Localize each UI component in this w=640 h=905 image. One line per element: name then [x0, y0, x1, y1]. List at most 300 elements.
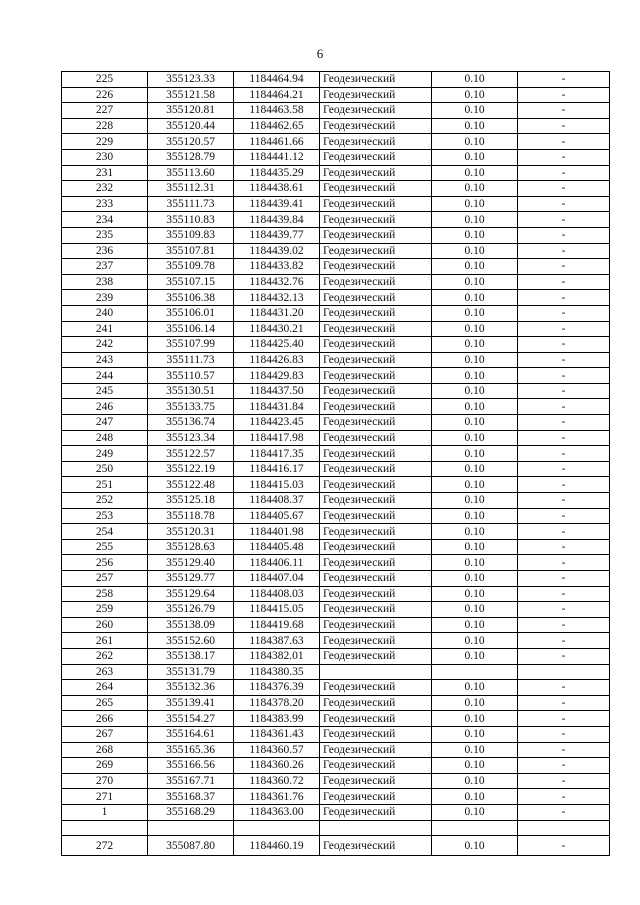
y-coordinate-cell: 1184361.43	[234, 726, 320, 742]
note-cell: -	[518, 680, 610, 696]
y-coordinate-cell: 1184462.65	[234, 118, 320, 134]
point-number-cell: 268	[62, 742, 148, 758]
point-number-cell: 236	[62, 243, 148, 259]
x-coordinate-cell: 355106.01	[148, 305, 234, 321]
point-number-cell: 242	[62, 337, 148, 353]
x-coordinate-cell: 355120.57	[148, 134, 234, 150]
point-number-cell: 256	[62, 555, 148, 571]
point-number-cell: 261	[62, 633, 148, 649]
y-coordinate-cell: 1184405.67	[234, 508, 320, 524]
table-row	[62, 789, 610, 805]
method-cell: Геодезический	[320, 368, 432, 384]
method-cell: Геодезический	[320, 87, 432, 103]
note-cell: -	[518, 446, 610, 462]
note-cell: -	[518, 804, 610, 820]
method-cell: Геодезический	[320, 711, 432, 727]
note-cell: -	[518, 555, 610, 571]
point-number-cell: 267	[62, 726, 148, 742]
accuracy-cell: 0.10	[432, 321, 518, 337]
note-cell: -	[518, 493, 610, 509]
y-coordinate-cell: 1184360.26	[234, 758, 320, 774]
note-cell: -	[518, 227, 610, 243]
note-cell: -	[518, 196, 610, 212]
method-cell: Геодезический	[320, 836, 432, 856]
point-number-cell: 241	[62, 321, 148, 337]
table-row	[62, 134, 610, 150]
method-cell: Геодезический	[320, 352, 432, 368]
accuracy-cell: 0.10	[432, 602, 518, 618]
note-cell: -	[518, 477, 610, 493]
method-cell: Геодезический	[320, 430, 432, 446]
table-row	[62, 726, 610, 742]
note-cell: -	[518, 212, 610, 228]
accuracy-cell: 0.10	[432, 368, 518, 384]
x-coordinate-cell: 355122.48	[148, 477, 234, 493]
table-row	[62, 461, 610, 477]
point-number-cell: 227	[62, 103, 148, 119]
accuracy-cell: 0.10	[432, 446, 518, 462]
x-coordinate-cell: 355120.31	[148, 524, 234, 540]
page-number: 6	[316, 46, 324, 61]
method-cell: Геодезический	[320, 758, 432, 774]
x-coordinate-cell: 355138.17	[148, 648, 234, 664]
accuracy-cell: 0.10	[432, 430, 518, 446]
note-cell: -	[518, 695, 610, 711]
note-cell	[518, 664, 610, 680]
method-cell: Геодезический	[320, 602, 432, 618]
x-coordinate-cell: 355131.79	[148, 664, 234, 680]
table-row	[62, 259, 610, 275]
point-number-cell: 234	[62, 212, 148, 228]
table-row	[62, 773, 610, 789]
accuracy-cell: 0.10	[432, 539, 518, 555]
table-row	[62, 337, 610, 353]
note-cell: -	[518, 337, 610, 353]
method-cell: Геодезический	[320, 633, 432, 649]
accuracy-cell: 0.10	[432, 149, 518, 165]
accuracy-cell: 0.10	[432, 352, 518, 368]
y-coordinate-cell: 1184419.68	[234, 617, 320, 633]
x-coordinate-cell: 355136.74	[148, 415, 234, 431]
method-cell: Геодезический	[320, 773, 432, 789]
method-cell: Геодезический	[320, 726, 432, 742]
table-row	[62, 274, 610, 290]
table-row	[62, 72, 610, 88]
accuracy-cell: 0.10	[432, 477, 518, 493]
point-number-cell: 245	[62, 383, 148, 399]
x-coordinate-cell: 355129.40	[148, 555, 234, 571]
method-cell: Геодезический	[320, 477, 432, 493]
note-cell: -	[518, 305, 610, 321]
point-number-cell: 263	[62, 664, 148, 680]
point-number-cell: 246	[62, 399, 148, 415]
y-coordinate-cell: 1184439.41	[234, 196, 320, 212]
method-cell: Геодезический	[320, 321, 432, 337]
accuracy-cell	[432, 820, 518, 836]
note-cell: -	[518, 118, 610, 134]
method-cell: Геодезический	[320, 571, 432, 587]
table-row	[62, 165, 610, 181]
y-coordinate-cell: 1184437.50	[234, 383, 320, 399]
point-number-cell: 257	[62, 571, 148, 587]
x-coordinate-cell: 355106.38	[148, 290, 234, 306]
method-cell: Геодезический	[320, 103, 432, 119]
table-row	[62, 399, 610, 415]
y-coordinate-cell: 1184405.48	[234, 539, 320, 555]
point-number-cell: 243	[62, 352, 148, 368]
table-row	[62, 243, 610, 259]
note-cell: -	[518, 134, 610, 150]
x-coordinate-cell	[148, 820, 234, 836]
accuracy-cell: 0.10	[432, 290, 518, 306]
y-coordinate-cell: 1184438.61	[234, 181, 320, 197]
x-coordinate-cell: 355111.73	[148, 352, 234, 368]
y-coordinate-cell: 1184430.21	[234, 321, 320, 337]
table-row	[62, 149, 610, 165]
accuracy-cell: 0.10	[432, 773, 518, 789]
method-cell: Геодезический	[320, 461, 432, 477]
point-number-cell: 252	[62, 493, 148, 509]
note-cell: -	[518, 399, 610, 415]
method-cell: Геодезический	[320, 134, 432, 150]
table-row	[62, 648, 610, 664]
method-cell: Геодезический	[320, 508, 432, 524]
method-cell: Геодезический	[320, 305, 432, 321]
x-coordinate-cell: 355167.71	[148, 773, 234, 789]
x-coordinate-cell: 355122.19	[148, 461, 234, 477]
table-row	[62, 586, 610, 602]
method-cell: Геодезический	[320, 383, 432, 399]
point-number-cell: 248	[62, 430, 148, 446]
x-coordinate-cell: 355154.27	[148, 711, 234, 727]
note-cell: -	[518, 508, 610, 524]
method-cell: Геодезический	[320, 274, 432, 290]
y-coordinate-cell: 1184431.84	[234, 399, 320, 415]
accuracy-cell: 0.10	[432, 633, 518, 649]
table-row	[62, 415, 610, 431]
y-coordinate-cell: 1184429.83	[234, 368, 320, 384]
y-coordinate-cell	[234, 820, 320, 836]
table-row	[62, 196, 610, 212]
accuracy-cell: 0.10	[432, 508, 518, 524]
x-coordinate-cell: 355107.99	[148, 337, 234, 353]
method-cell: Геодезический	[320, 617, 432, 633]
note-cell: -	[518, 72, 610, 88]
table-row	[62, 103, 610, 119]
point-number-cell: 269	[62, 758, 148, 774]
y-coordinate-cell: 1184383.99	[234, 711, 320, 727]
method-cell: Геодезический	[320, 290, 432, 306]
accuracy-cell: 0.10	[432, 259, 518, 275]
method-cell: Геодезический	[320, 524, 432, 540]
note-cell	[518, 820, 610, 836]
x-coordinate-cell: 355109.83	[148, 227, 234, 243]
method-cell: Геодезический	[320, 243, 432, 259]
accuracy-cell: 0.10	[432, 134, 518, 150]
x-coordinate-cell: 355139.41	[148, 695, 234, 711]
y-coordinate-cell: 1184416.17	[234, 461, 320, 477]
coordinates-table-body	[62, 72, 610, 856]
point-number-cell: 225	[62, 72, 148, 88]
point-number-cell: 228	[62, 118, 148, 134]
accuracy-cell: 0.10	[432, 399, 518, 415]
x-coordinate-cell: 355128.79	[148, 149, 234, 165]
y-coordinate-cell: 1184435.29	[234, 165, 320, 181]
x-coordinate-cell: 355138.09	[148, 617, 234, 633]
method-cell: Геодезический	[320, 165, 432, 181]
point-number-cell: 251	[62, 477, 148, 493]
method-cell: Геодезический	[320, 72, 432, 88]
table-row	[62, 181, 610, 197]
accuracy-cell: 0.10	[432, 461, 518, 477]
accuracy-cell: 0.10	[432, 274, 518, 290]
accuracy-cell	[432, 664, 518, 680]
y-coordinate-cell: 1184432.76	[234, 274, 320, 290]
table-row	[62, 352, 610, 368]
method-cell: Геодезический	[320, 399, 432, 415]
y-coordinate-cell: 1184460.19	[234, 836, 320, 856]
x-coordinate-cell: 355107.81	[148, 243, 234, 259]
method-cell: Геодезический	[320, 742, 432, 758]
note-cell: -	[518, 290, 610, 306]
point-number-cell: 1	[62, 804, 148, 820]
accuracy-cell: 0.10	[432, 836, 518, 856]
y-coordinate-cell: 1184432.13	[234, 290, 320, 306]
note-cell: -	[518, 586, 610, 602]
accuracy-cell: 0.10	[432, 415, 518, 431]
y-coordinate-cell: 1184426.83	[234, 352, 320, 368]
table-row	[62, 321, 610, 337]
y-coordinate-cell: 1184407.04	[234, 571, 320, 587]
accuracy-cell: 0.10	[432, 804, 518, 820]
method-cell: Геодезический	[320, 804, 432, 820]
table-row	[62, 758, 610, 774]
y-coordinate-cell: 1184464.94	[234, 72, 320, 88]
table-row	[62, 446, 610, 462]
x-coordinate-cell: 355164.61	[148, 726, 234, 742]
note-cell: -	[518, 711, 610, 727]
point-number-cell: 239	[62, 290, 148, 306]
note-cell: -	[518, 836, 610, 856]
accuracy-cell: 0.10	[432, 586, 518, 602]
y-coordinate-cell: 1184431.20	[234, 305, 320, 321]
accuracy-cell: 0.10	[432, 555, 518, 571]
point-number-cell: 249	[62, 446, 148, 462]
table-row	[62, 571, 610, 587]
y-coordinate-cell: 1184441.12	[234, 149, 320, 165]
y-coordinate-cell: 1184363.00	[234, 804, 320, 820]
y-coordinate-cell: 1184417.98	[234, 430, 320, 446]
note-cell: -	[518, 602, 610, 618]
x-coordinate-cell: 355118.78	[148, 508, 234, 524]
accuracy-cell: 0.10	[432, 789, 518, 805]
accuracy-cell: 0.10	[432, 337, 518, 353]
note-cell: -	[518, 430, 610, 446]
note-cell: -	[518, 149, 610, 165]
note-cell: -	[518, 259, 610, 275]
table-row	[62, 118, 610, 134]
table-row	[62, 539, 610, 555]
y-coordinate-cell: 1184415.03	[234, 477, 320, 493]
point-number-cell: 247	[62, 415, 148, 431]
y-coordinate-cell: 1184464.21	[234, 87, 320, 103]
point-number-cell: 254	[62, 524, 148, 540]
x-coordinate-cell: 355120.44	[148, 118, 234, 134]
x-coordinate-cell: 355121.58	[148, 87, 234, 103]
y-coordinate-cell: 1184433.82	[234, 259, 320, 275]
y-coordinate-cell: 1184382.01	[234, 648, 320, 664]
x-coordinate-cell: 355166.56	[148, 758, 234, 774]
table-row	[62, 508, 610, 524]
y-coordinate-cell: 1184360.72	[234, 773, 320, 789]
point-number-cell: 272	[62, 836, 148, 856]
method-cell: Геодезический	[320, 212, 432, 228]
accuracy-cell: 0.10	[432, 571, 518, 587]
method-cell: Геодезический	[320, 493, 432, 509]
note-cell: -	[518, 648, 610, 664]
point-number-cell: 233	[62, 196, 148, 212]
table-row	[62, 524, 610, 540]
y-coordinate-cell: 1184463.58	[234, 103, 320, 119]
y-coordinate-cell: 1184439.84	[234, 212, 320, 228]
method-cell: Геодезический	[320, 695, 432, 711]
x-coordinate-cell: 355123.33	[148, 72, 234, 88]
x-coordinate-cell: 355106.14	[148, 321, 234, 337]
y-coordinate-cell: 1184425.40	[234, 337, 320, 353]
table-row	[62, 430, 610, 446]
y-coordinate-cell: 1184401.98	[234, 524, 320, 540]
method-cell: Геодезический	[320, 415, 432, 431]
accuracy-cell: 0.10	[432, 711, 518, 727]
x-coordinate-cell: 355133.75	[148, 399, 234, 415]
x-coordinate-cell: 355128.63	[148, 539, 234, 555]
note-cell: -	[518, 274, 610, 290]
table-row	[62, 617, 610, 633]
method-cell: Геодезический	[320, 118, 432, 134]
x-coordinate-cell: 355113.60	[148, 165, 234, 181]
point-number-cell: 260	[62, 617, 148, 633]
table-row	[62, 633, 610, 649]
x-coordinate-cell: 355122.57	[148, 446, 234, 462]
accuracy-cell: 0.10	[432, 493, 518, 509]
x-coordinate-cell: 355110.83	[148, 212, 234, 228]
method-cell: Геодезический	[320, 539, 432, 555]
note-cell: -	[518, 352, 610, 368]
note-cell: -	[518, 571, 610, 587]
note-cell: -	[518, 321, 610, 337]
y-coordinate-cell: 1184439.02	[234, 243, 320, 259]
accuracy-cell: 0.10	[432, 72, 518, 88]
point-number-cell: 229	[62, 134, 148, 150]
x-coordinate-cell: 355126.79	[148, 602, 234, 618]
x-coordinate-cell: 355165.36	[148, 742, 234, 758]
table-row	[62, 87, 610, 103]
note-cell: -	[518, 633, 610, 649]
note-cell: -	[518, 415, 610, 431]
table-row	[62, 680, 610, 696]
accuracy-cell: 0.10	[432, 695, 518, 711]
y-coordinate-cell: 1184387.63	[234, 633, 320, 649]
accuracy-cell: 0.10	[432, 118, 518, 134]
method-cell	[320, 664, 432, 680]
y-coordinate-cell: 1184406.11	[234, 555, 320, 571]
accuracy-cell: 0.10	[432, 212, 518, 228]
accuracy-cell: 0.10	[432, 383, 518, 399]
note-cell: -	[518, 165, 610, 181]
accuracy-cell: 0.10	[432, 726, 518, 742]
coordinates-table	[61, 71, 610, 856]
table-row	[62, 836, 610, 856]
point-number-cell: 258	[62, 586, 148, 602]
x-coordinate-cell: 355123.34	[148, 430, 234, 446]
table-row	[62, 711, 610, 727]
table-row	[62, 820, 610, 836]
table-row	[62, 212, 610, 228]
y-coordinate-cell: 1184415.05	[234, 602, 320, 618]
note-cell: -	[518, 789, 610, 805]
method-cell	[320, 820, 432, 836]
note-cell: -	[518, 773, 610, 789]
x-coordinate-cell: 355112.31	[148, 181, 234, 197]
x-coordinate-cell: 355111.73	[148, 196, 234, 212]
accuracy-cell: 0.10	[432, 758, 518, 774]
table-row	[62, 477, 610, 493]
x-coordinate-cell: 355132.36	[148, 680, 234, 696]
method-cell: Геодезический	[320, 149, 432, 165]
table-row	[62, 493, 610, 509]
note-cell: -	[518, 539, 610, 555]
note-cell: -	[518, 368, 610, 384]
method-cell: Геодезический	[320, 227, 432, 243]
y-coordinate-cell: 1184408.37	[234, 493, 320, 509]
accuracy-cell: 0.10	[432, 524, 518, 540]
y-coordinate-cell: 1184408.03	[234, 586, 320, 602]
table-row	[62, 555, 610, 571]
point-number-cell: 264	[62, 680, 148, 696]
accuracy-cell: 0.10	[432, 648, 518, 664]
point-number-cell: 255	[62, 539, 148, 555]
method-cell: Геодезический	[320, 181, 432, 197]
table-row	[62, 383, 610, 399]
x-coordinate-cell: 355129.77	[148, 571, 234, 587]
accuracy-cell: 0.10	[432, 742, 518, 758]
accuracy-cell: 0.10	[432, 243, 518, 259]
table-row	[62, 227, 610, 243]
method-cell: Геодезический	[320, 648, 432, 664]
y-coordinate-cell: 1184461.66	[234, 134, 320, 150]
x-coordinate-cell: 355168.37	[148, 789, 234, 805]
x-coordinate-cell: 355109.78	[148, 259, 234, 275]
y-coordinate-cell: 1184361.76	[234, 789, 320, 805]
x-coordinate-cell: 355125.18	[148, 493, 234, 509]
y-coordinate-cell: 1184380.35	[234, 664, 320, 680]
point-number-cell: 262	[62, 648, 148, 664]
point-number-cell: 271	[62, 789, 148, 805]
point-number-cell: 238	[62, 274, 148, 290]
point-number-cell: 232	[62, 181, 148, 197]
point-number-cell: 250	[62, 461, 148, 477]
note-cell: -	[518, 758, 610, 774]
method-cell: Геодезический	[320, 446, 432, 462]
note-cell: -	[518, 103, 610, 119]
y-coordinate-cell: 1184417.35	[234, 446, 320, 462]
note-cell: -	[518, 726, 610, 742]
x-coordinate-cell: 355120.81	[148, 103, 234, 119]
table-row	[62, 742, 610, 758]
accuracy-cell: 0.10	[432, 87, 518, 103]
y-coordinate-cell: 1184360.57	[234, 742, 320, 758]
point-number-cell: 237	[62, 259, 148, 275]
